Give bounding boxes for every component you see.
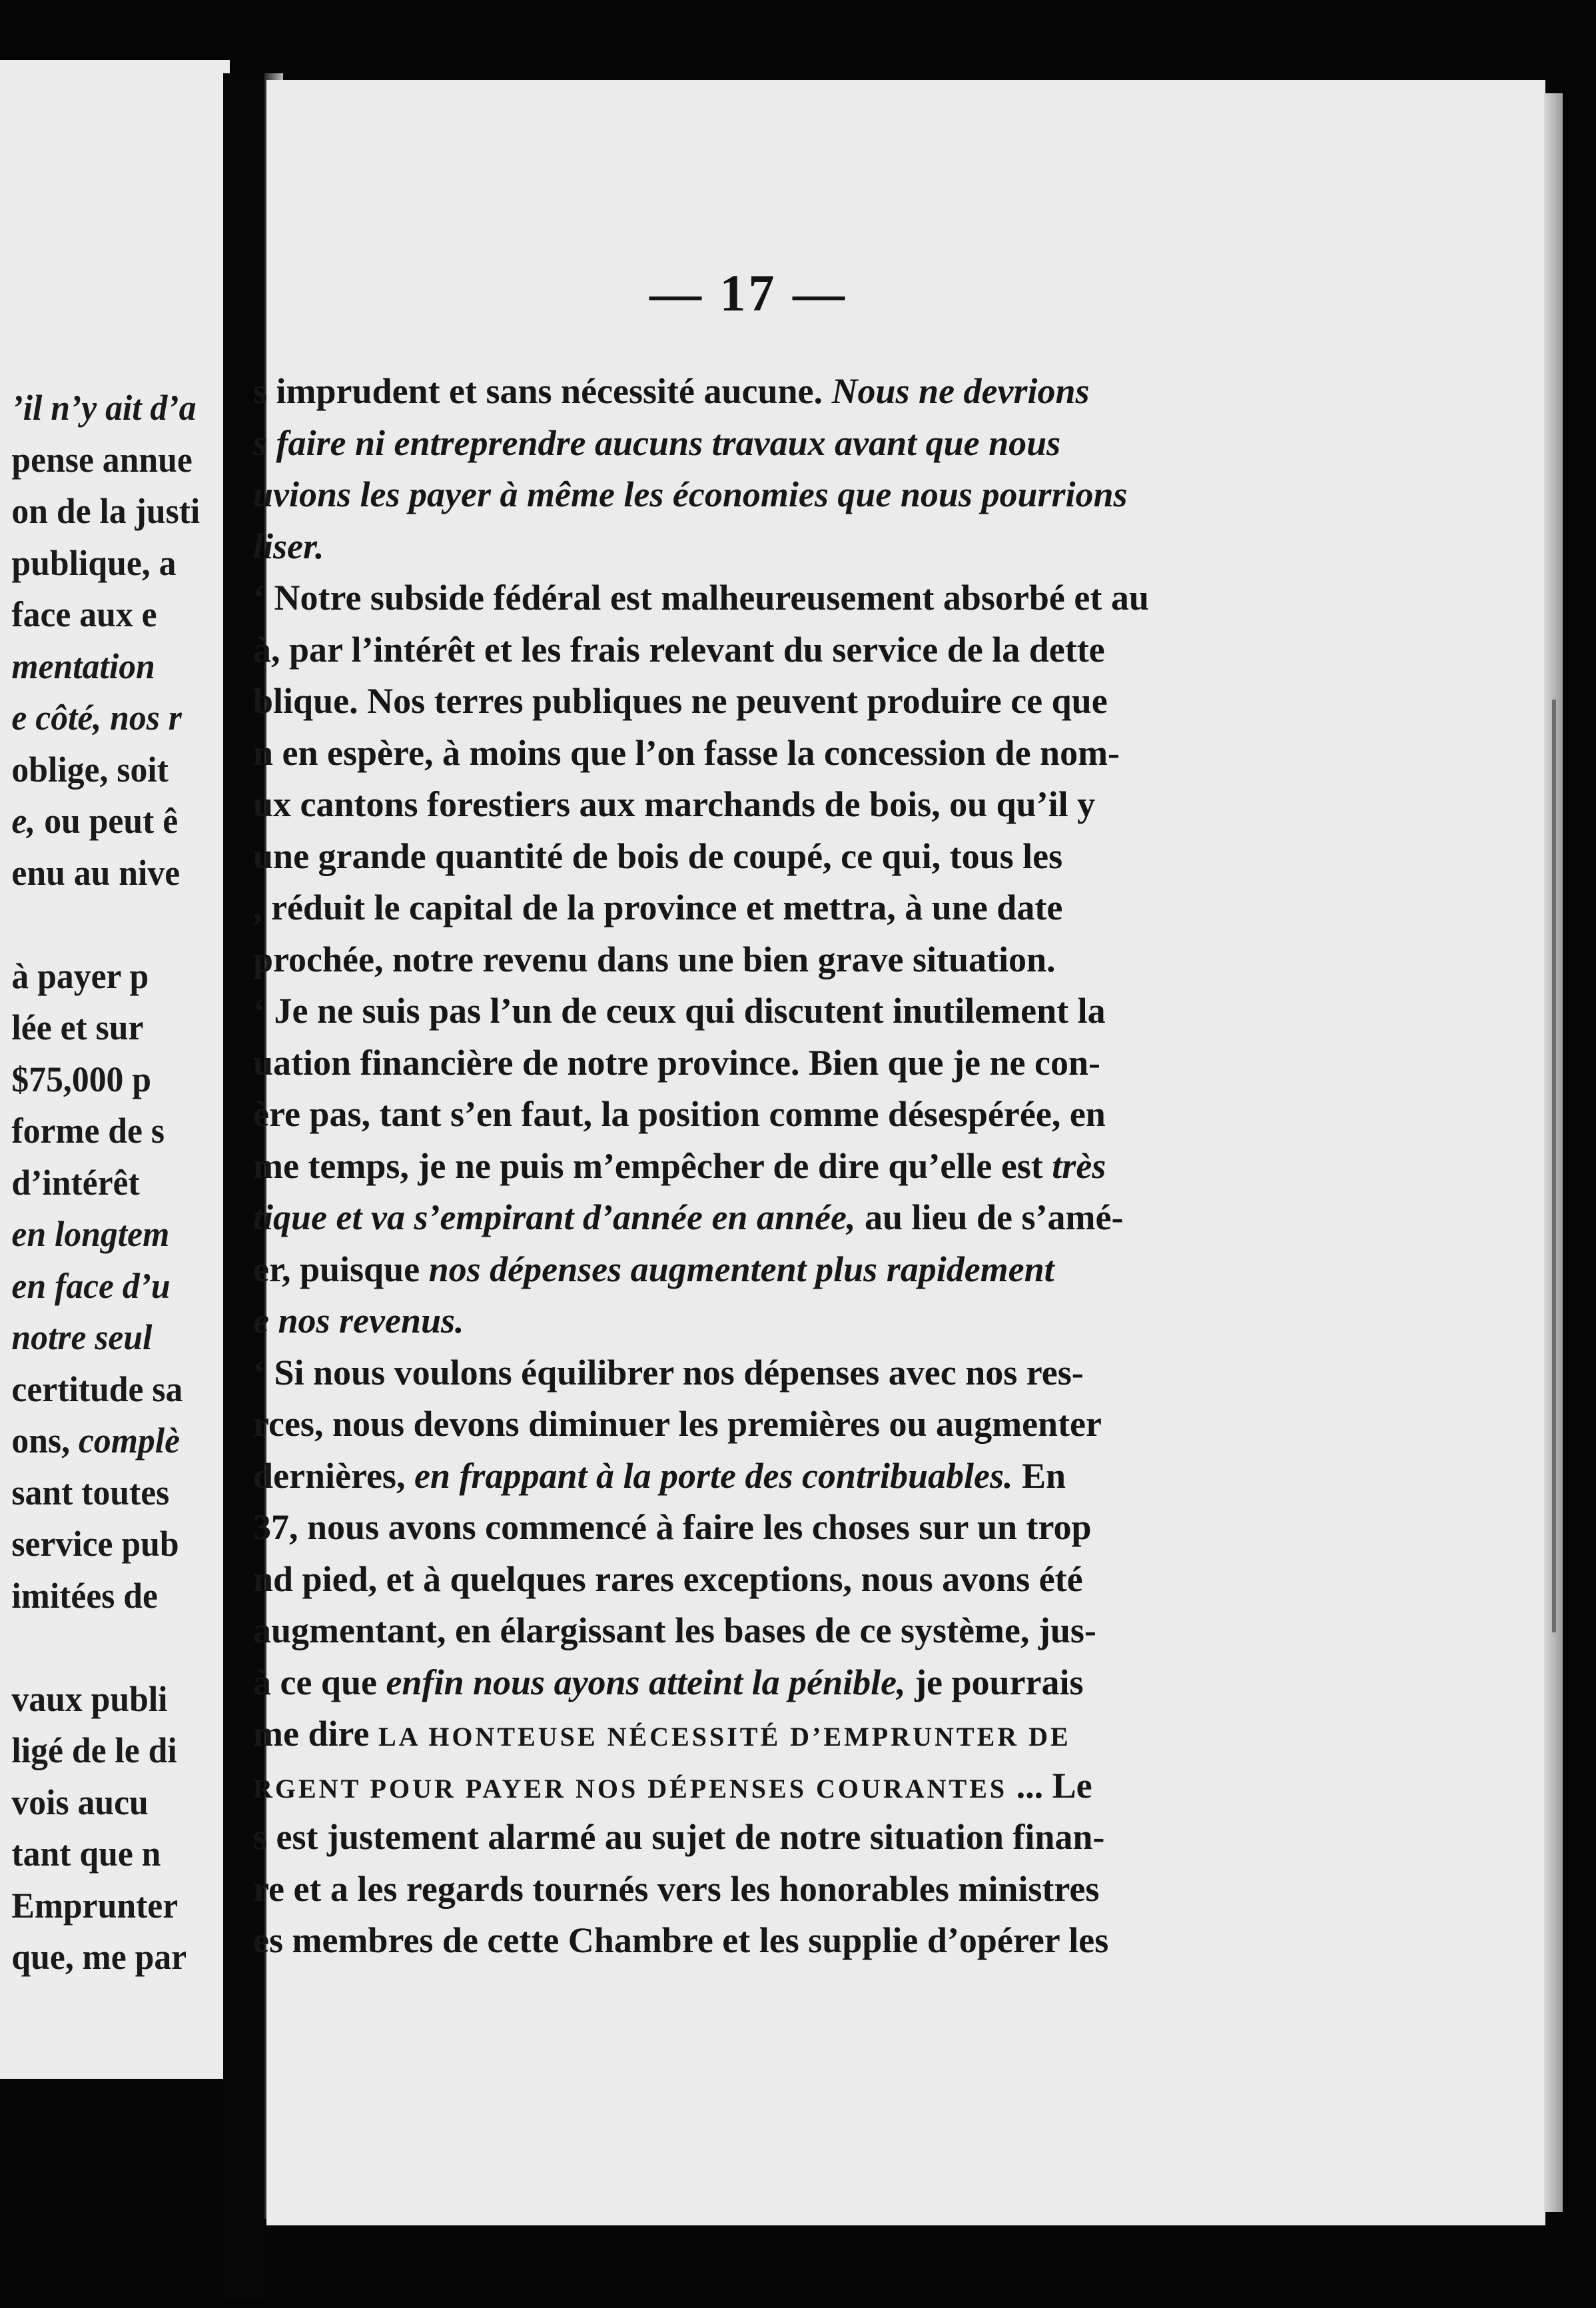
text-line: [11, 800, 230, 842]
text-line: [253, 886, 1319, 929]
text-line: [253, 525, 1319, 568]
text-span: dernières,: [253, 1455, 414, 1496]
text-span: ux cantons forestiers aux marchands de bois, ou qu’il y: [253, 784, 1096, 824]
text-span: je pourrais: [905, 1662, 1084, 1702]
text-span: rces, nous devons diminuer les premières ou augmenter: [253, 1404, 1102, 1444]
text-line: [253, 1868, 1319, 1910]
text-span: tique et va s’empirant d’année en année,: [253, 1197, 856, 1237]
text-line: [11, 696, 230, 739]
text-span: pense annue: [11, 439, 193, 480]
text-span: Nous ne devrions: [831, 371, 1090, 411]
text-line: [11, 542, 230, 584]
text-span: enfin nous ayons atteint la pénible,: [386, 1662, 906, 1702]
text-line: [253, 1506, 1319, 1548]
text-span: forme de s: [11, 1111, 165, 1151]
text-line: [11, 1832, 230, 1875]
text-span: Emprunter: [11, 1885, 179, 1926]
text-span: à ce que: [253, 1662, 386, 1702]
text-span: ère pas, tant s’en faut, la position comme désespérée, en: [253, 1094, 1106, 1134]
text-span: en longtem: [11, 1214, 170, 1254]
text-line: [253, 1196, 1319, 1239]
text-line: [11, 1522, 230, 1565]
text-span: ‘ Je ne suis pas l’un de ceux qui discutent inutilement la: [253, 991, 1106, 1031]
text-span: au lieu de s’amé-: [855, 1197, 1124, 1237]
text-line: [253, 1661, 1319, 1704]
text-line: [253, 422, 1319, 464]
text-line: [11, 1729, 230, 1772]
text-line: [11, 1884, 230, 1927]
text-line: [253, 835, 1319, 877]
text-span: oblige, soit: [11, 749, 169, 790]
text-span: re et a les regards tournés vers les honorables ministres: [253, 1868, 1100, 1909]
text-span: e,: [11, 801, 45, 841]
text-line: [11, 1678, 230, 1720]
text-line: [11, 645, 230, 688]
text-line: [11, 1213, 230, 1255]
page-number: — 17 —: [649, 264, 847, 322]
text-span: me dire: [253, 1714, 378, 1754]
text-span: à, par l’intérêt et les frais relevant du service de la dette: [253, 629, 1105, 670]
text-span: uation financière de notre province. Bien que je ne con-: [253, 1042, 1100, 1083]
text-span: LA HONTEUSE NÉCESSITÉ D’EMPRUNTER DE: [378, 1722, 1071, 1752]
text-span: face aux e: [11, 594, 157, 634]
text-line: [11, 386, 230, 429]
text-line: [11, 748, 230, 791]
text-span: nos dépenses augmentent plus rapidement: [428, 1249, 1054, 1289]
text-span: augmentant, en élargissant les bases de ce système, jus-: [253, 1610, 1096, 1650]
text-line: [11, 1419, 230, 1462]
text-line: [253, 370, 1319, 412]
text-line: [253, 1712, 1319, 1758]
text-span: en frappant à la porte des contribuables.: [414, 1455, 1013, 1496]
text-span: imitées de: [11, 1575, 158, 1616]
text-span: ligé de le di: [11, 1730, 177, 1770]
text-span: ‘ Notre subside fédéral est malheureusement absorbé et au: [253, 578, 1149, 618]
text-line: [253, 1299, 1319, 1342]
text-line: [253, 938, 1319, 981]
text-span: vaux publi: [11, 1678, 168, 1719]
text-span: ’il n’y ait d’a: [11, 388, 197, 428]
text-line: [253, 783, 1319, 826]
text-span: nd pied, et à quelques rares exceptions, nous avons été: [253, 1558, 1083, 1599]
text-span: ons,: [11, 1421, 79, 1460]
text-span: e nos revenus.: [253, 1301, 464, 1341]
text-span: s imprudent et sans nécessité aucune.: [253, 371, 832, 411]
text-span: blique. Nos terres publiques ne peuvent produire ce que: [253, 681, 1108, 721]
text-line: [253, 1248, 1319, 1291]
left-facing-page: [0, 60, 230, 2079]
text-line: [253, 576, 1319, 619]
text-line: [11, 852, 230, 894]
text-span: enu au nive: [11, 852, 181, 893]
text-span: complè: [78, 1421, 181, 1460]
text-line: [253, 732, 1319, 774]
text-span: $75,000 p: [11, 1059, 152, 1099]
text-span: ... Le: [1007, 1765, 1092, 1806]
text-line: [253, 1351, 1319, 1394]
text-line: [253, 1403, 1319, 1445]
text-span: s faire ni entreprendre aucuns travaux avant que nous: [253, 422, 1061, 463]
text-line: [253, 628, 1319, 671]
text-span: on de la justi: [11, 491, 200, 531]
text-span: ou peut ê: [44, 801, 179, 841]
text-span: à payer p: [11, 955, 149, 996]
text-span: mentation: [11, 646, 155, 686]
text-span: er, puisque: [253, 1249, 429, 1289]
text-line: [11, 1058, 230, 1101]
text-span: d’intérêt: [11, 1162, 140, 1203]
text-line: [11, 955, 230, 997]
text-span: lée et sur: [11, 1007, 144, 1047]
text-span: uvions les payer à même les économies que nous pourrions: [253, 474, 1128, 514]
text-span: prochée, notre revenu dans une bien grave situation.: [253, 939, 1056, 979]
text-span: s est justement alarmé au sujet de notre situation finan-: [253, 1817, 1105, 1857]
text-span: sant toutes: [11, 1472, 170, 1512]
text-line: [11, 1316, 230, 1359]
text-span: ‘ Si nous voulons équilibrer nos dépenses avec nos res-: [253, 1352, 1084, 1393]
text-line: [11, 1936, 230, 1978]
text-span: notre seul: [11, 1317, 153, 1357]
text-span: en face d’u: [11, 1265, 171, 1306]
text-span: , réduit le capital de la province et mettra, à une date: [253, 887, 1063, 927]
text-line: [253, 1041, 1319, 1084]
text-line: [11, 1368, 230, 1411]
text-span: tant que n: [11, 1834, 161, 1874]
text-line: [253, 1919, 1319, 1962]
text-span: En: [1012, 1455, 1066, 1496]
text-line: [253, 1145, 1319, 1187]
text-line: [11, 593, 230, 636]
text-line: [253, 1454, 1319, 1497]
text-span: e côté, nos r: [11, 698, 182, 738]
text-line: [253, 473, 1319, 516]
text-line: [11, 438, 230, 481]
text-line: [11, 1265, 230, 1307]
text-span: publique, a: [11, 542, 177, 583]
text-line: [11, 1781, 230, 1824]
text-span: RGENT POUR PAYER NOS DÉPENSES COURANTES: [253, 1773, 1008, 1804]
text-span: certitude sa: [11, 1369, 183, 1409]
text-line: [253, 1764, 1319, 1810]
text-span: me temps, je ne puis m’empêcher de dire qu’elle est: [253, 1145, 1052, 1186]
text-span: service pub: [11, 1524, 179, 1564]
text-line: [253, 1558, 1319, 1600]
text-span: une grande quantité de bois de coupé, ce qui, tous les: [253, 836, 1063, 876]
text-line: [253, 1816, 1319, 1858]
text-span: que, me par: [11, 1937, 187, 1977]
text-line: [253, 1093, 1319, 1135]
text-span: vois aucu: [11, 1782, 149, 1822]
text-span: très: [1052, 1145, 1106, 1186]
text-span: liser.: [253, 526, 324, 566]
text-line: [11, 1574, 230, 1617]
text-span: n en espère, à moins que l’on fasse la concession de nom-: [253, 732, 1120, 773]
text-line: [11, 1006, 230, 1049]
text-line: [253, 989, 1319, 1032]
text-line: [11, 1161, 230, 1204]
text-line: [253, 680, 1319, 722]
text-span: 37, nous avons commencé à faire les choses sur un trop: [253, 1507, 1092, 1547]
text-line: [253, 1609, 1319, 1652]
page-edge-stack: [1552, 700, 1556, 1632]
text-line: [11, 1109, 230, 1152]
text-line: [11, 490, 230, 532]
text-line: [11, 1471, 230, 1514]
text-span: es membres de cette Chambre et les supplie d’opérer les: [253, 1920, 1109, 1960]
